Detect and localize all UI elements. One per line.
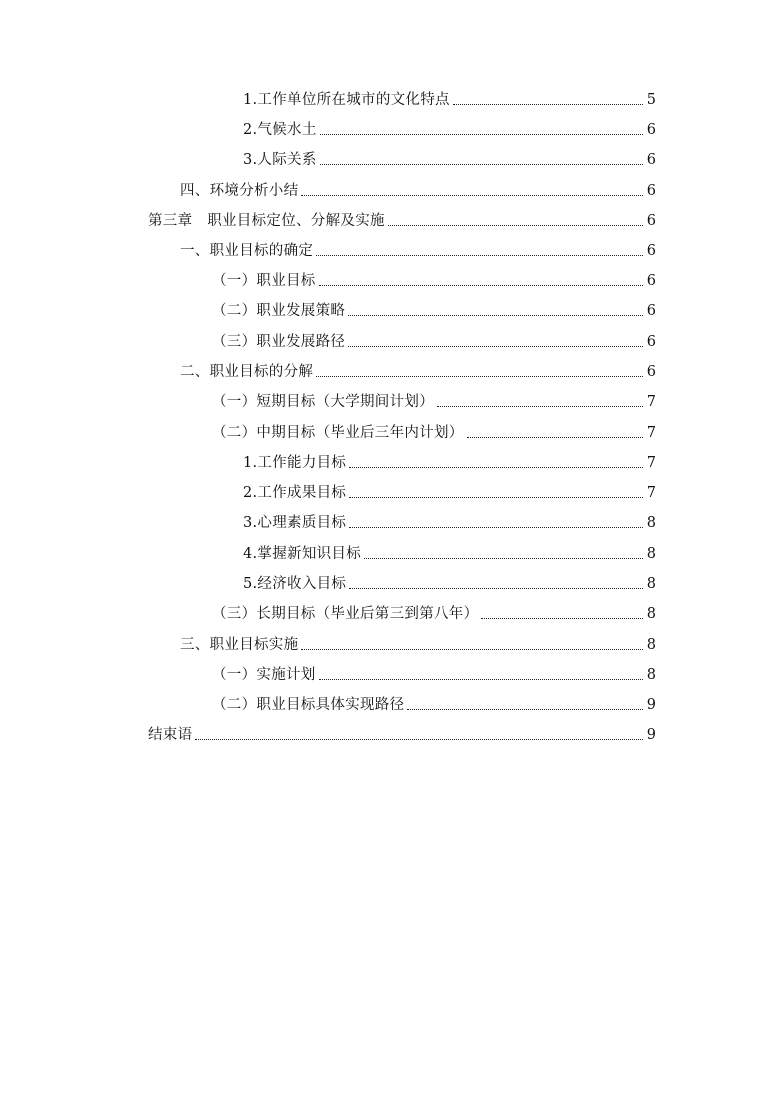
toc-entry-title: （一）实施计划 xyxy=(212,667,316,683)
toc-entry-title: 结束语 xyxy=(148,727,193,743)
toc-entry-page: 8 xyxy=(646,546,656,562)
toc-entry-page: 8 xyxy=(646,637,656,653)
toc-entry[interactable] xyxy=(212,692,656,714)
toc-entry-page: 6 xyxy=(646,273,656,289)
toc-entry-title: （二）职业发展策略 xyxy=(212,303,346,319)
toc-entry[interactable] xyxy=(212,601,656,623)
toc-entry-page: 7 xyxy=(646,394,656,410)
dot-leader xyxy=(349,467,643,468)
toc-entry[interactable] xyxy=(243,87,656,109)
toc-entry[interactable] xyxy=(148,722,656,744)
dot-leader xyxy=(388,225,643,226)
toc-entry-title: 3.人际关系 xyxy=(243,152,317,168)
toc-entry-title: 2.气候水土 xyxy=(243,122,317,138)
dot-leader xyxy=(316,255,643,256)
toc-entry[interactable] xyxy=(180,178,656,200)
toc-entry[interactable] xyxy=(180,632,656,654)
dot-leader xyxy=(349,497,643,498)
dot-leader xyxy=(320,164,643,165)
toc-entry-title: 二、职业目标的分解 xyxy=(180,364,314,380)
toc-entry-page: 5 xyxy=(646,92,656,108)
toc-entry[interactable] xyxy=(243,510,656,532)
toc-entry-page: 6 xyxy=(646,364,656,380)
toc-entry[interactable] xyxy=(243,117,656,139)
dot-leader xyxy=(349,588,643,589)
toc-entry-page: 6 xyxy=(646,334,656,350)
dot-leader xyxy=(316,376,643,377)
dot-leader xyxy=(301,649,643,650)
toc-entry-page: 8 xyxy=(646,576,656,592)
dot-leader xyxy=(437,406,643,407)
toc-entry-page: 8 xyxy=(646,606,656,622)
toc-entry-title: 5.经济收入目标 xyxy=(243,576,347,592)
toc-entry-page: 7 xyxy=(646,485,656,501)
dot-leader xyxy=(320,134,643,135)
dot-leader xyxy=(481,618,643,619)
dot-leader xyxy=(453,104,643,105)
dot-leader xyxy=(407,709,643,710)
toc-entry-title: 1.工作单位所在城市的文化特点 xyxy=(243,92,450,108)
toc-entry-title: 第三章 职业目标定位、分解及实施 xyxy=(148,213,385,229)
toc-entry[interactable] xyxy=(243,541,656,563)
toc-entry-title: （二）中期目标（毕业后三年内计划） xyxy=(212,425,464,441)
toc-entry[interactable] xyxy=(180,359,656,381)
toc-entry[interactable] xyxy=(212,662,656,684)
dot-leader xyxy=(467,437,643,438)
toc-entry-title: （三）职业发展路径 xyxy=(212,334,346,350)
toc-entry-page: 6 xyxy=(646,303,656,319)
toc-entry-title: （一）短期目标（大学期间计划） xyxy=(212,394,434,410)
toc-entry-title: 2.工作成果目标 xyxy=(243,485,347,501)
dot-leader xyxy=(319,679,643,680)
toc-entry-title: 3.心理素质目标 xyxy=(243,515,347,531)
toc-entry[interactable] xyxy=(243,450,656,472)
toc-entry[interactable] xyxy=(212,329,656,351)
toc-entry[interactable] xyxy=(212,298,656,320)
toc-entry-page: 7 xyxy=(646,425,656,441)
toc-entry-title: 1.工作能力目标 xyxy=(243,455,347,471)
dot-leader xyxy=(348,346,643,347)
toc-entry-page: 6 xyxy=(646,122,656,138)
toc-entry-page: 6 xyxy=(646,152,656,168)
toc-entry-page: 8 xyxy=(646,515,656,531)
toc-entry-page: 8 xyxy=(646,667,656,683)
toc-entry-title: （一）职业目标 xyxy=(212,273,316,289)
toc-entry-title: 四、环境分析小结 xyxy=(180,183,299,199)
dot-leader xyxy=(319,285,643,286)
dot-leader xyxy=(195,739,643,740)
toc-entry[interactable] xyxy=(212,420,656,442)
toc-entry[interactable] xyxy=(180,238,656,260)
toc-entry-page: 6 xyxy=(646,243,656,259)
dot-leader xyxy=(301,195,643,196)
toc-entry[interactable] xyxy=(243,147,656,169)
toc-entry-page: 6 xyxy=(646,183,656,199)
toc-entry[interactable] xyxy=(243,480,656,502)
toc-entry[interactable] xyxy=(243,571,656,593)
toc-entry-title: 一、职业目标的确定 xyxy=(180,243,314,259)
toc-entry-page: 7 xyxy=(646,455,656,471)
toc-entry-page: 9 xyxy=(646,727,656,743)
toc-entry-title: 4.掌握新知识目标 xyxy=(243,546,362,562)
toc-entry-title: （二）职业目标具体实现路径 xyxy=(212,697,405,713)
dot-leader xyxy=(349,527,643,528)
toc-entry[interactable] xyxy=(148,208,656,230)
toc-entry-title: 三、职业目标实施 xyxy=(180,637,299,653)
dot-leader xyxy=(364,558,643,559)
toc-entry-title: （三）长期目标（毕业后第三到第八年） xyxy=(212,606,479,622)
toc-entry[interactable] xyxy=(212,389,656,411)
toc-entry-page: 9 xyxy=(646,697,656,713)
dot-leader xyxy=(348,315,643,316)
toc-entry[interactable] xyxy=(212,268,656,290)
toc-entry-page: 6 xyxy=(646,213,656,229)
